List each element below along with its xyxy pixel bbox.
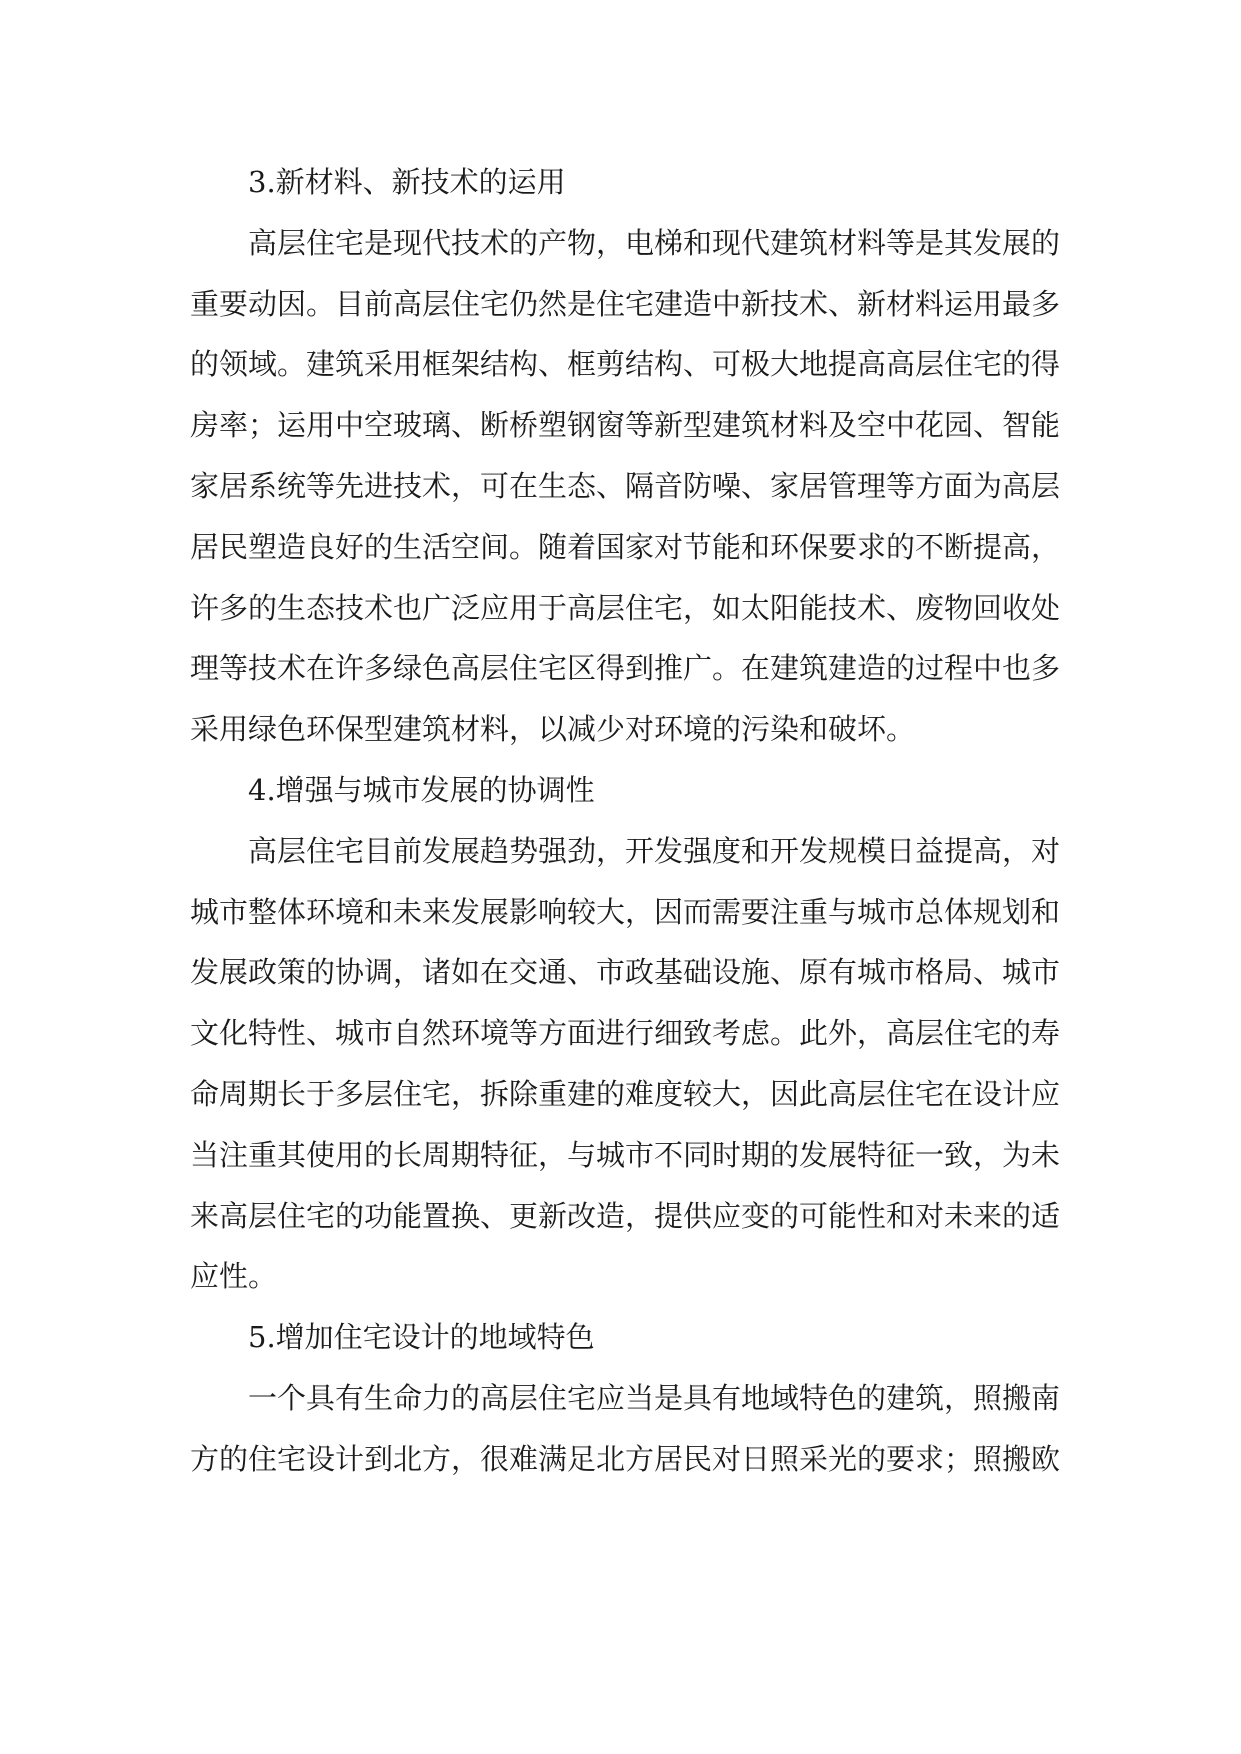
document-page: [190, 152, 1060, 1490]
section-body-3: 高层住宅是现代技术的产物，电梯和现代建筑材料等是其发展的重要动因。目前高层住宅仍然是住宅建造中新技术、新材料运用最多的领域。建筑采用框架结构、框剪结构、可极大地提高高层住宅的得房率；运用中空玻璃、断桥塑钢窗等新型建筑材料及空中花园、智能家居系统等先进技术，可在生态、隔音防噪、家居管理等方面为高层居民塑造良好的生活空间。随着国家对节能和环保要求的不断提高，许多的生态技术也广泛应用于高层住宅，如太阳能技术、废物回收处理等技术在许多绿色高层住宅区得到推广。在建筑建造的过程中也多采用绿色环保型建筑材料，以减少对环境的污染和破坏。: [190, 225, 1061, 747]
section-heading-3: 3.新材料、新技术的运用: [248, 165, 566, 199]
section-body-5: 一个具有生命力的高层住宅应当是具有地域特色的建筑，照搬南方的住宅设计到北方，很难满足北方居民对日照采光的要求；照搬欧: [190, 1380, 1061, 1476]
section-heading-4: 4.增强与城市发展的协调性: [248, 772, 595, 807]
section-heading-5: 5.增加住宅设计的地域特色: [248, 1320, 595, 1355]
section-body-4: 高层住宅目前发展趋势强劲，开发强度和开发规模日益提高，对城市整体环境和未来发展影响较大，因而需要注重与城市总体规划和发展政策的协调，诸如在交通、市政基础设施、原有城市格局、城市文化特性、城市自然环境等方面进行细致考虑。此外，高层住宅的寿命周期长于多层住宅，拆除重建的难度较大，因此高层住宅在设计应当注重其使用的长周期特征，与城市不同时期的发展特征一致，为未来高层住宅的功能置换、更新改造，提供应变的可能性和对未来的适应性。: [190, 833, 1061, 1294]
